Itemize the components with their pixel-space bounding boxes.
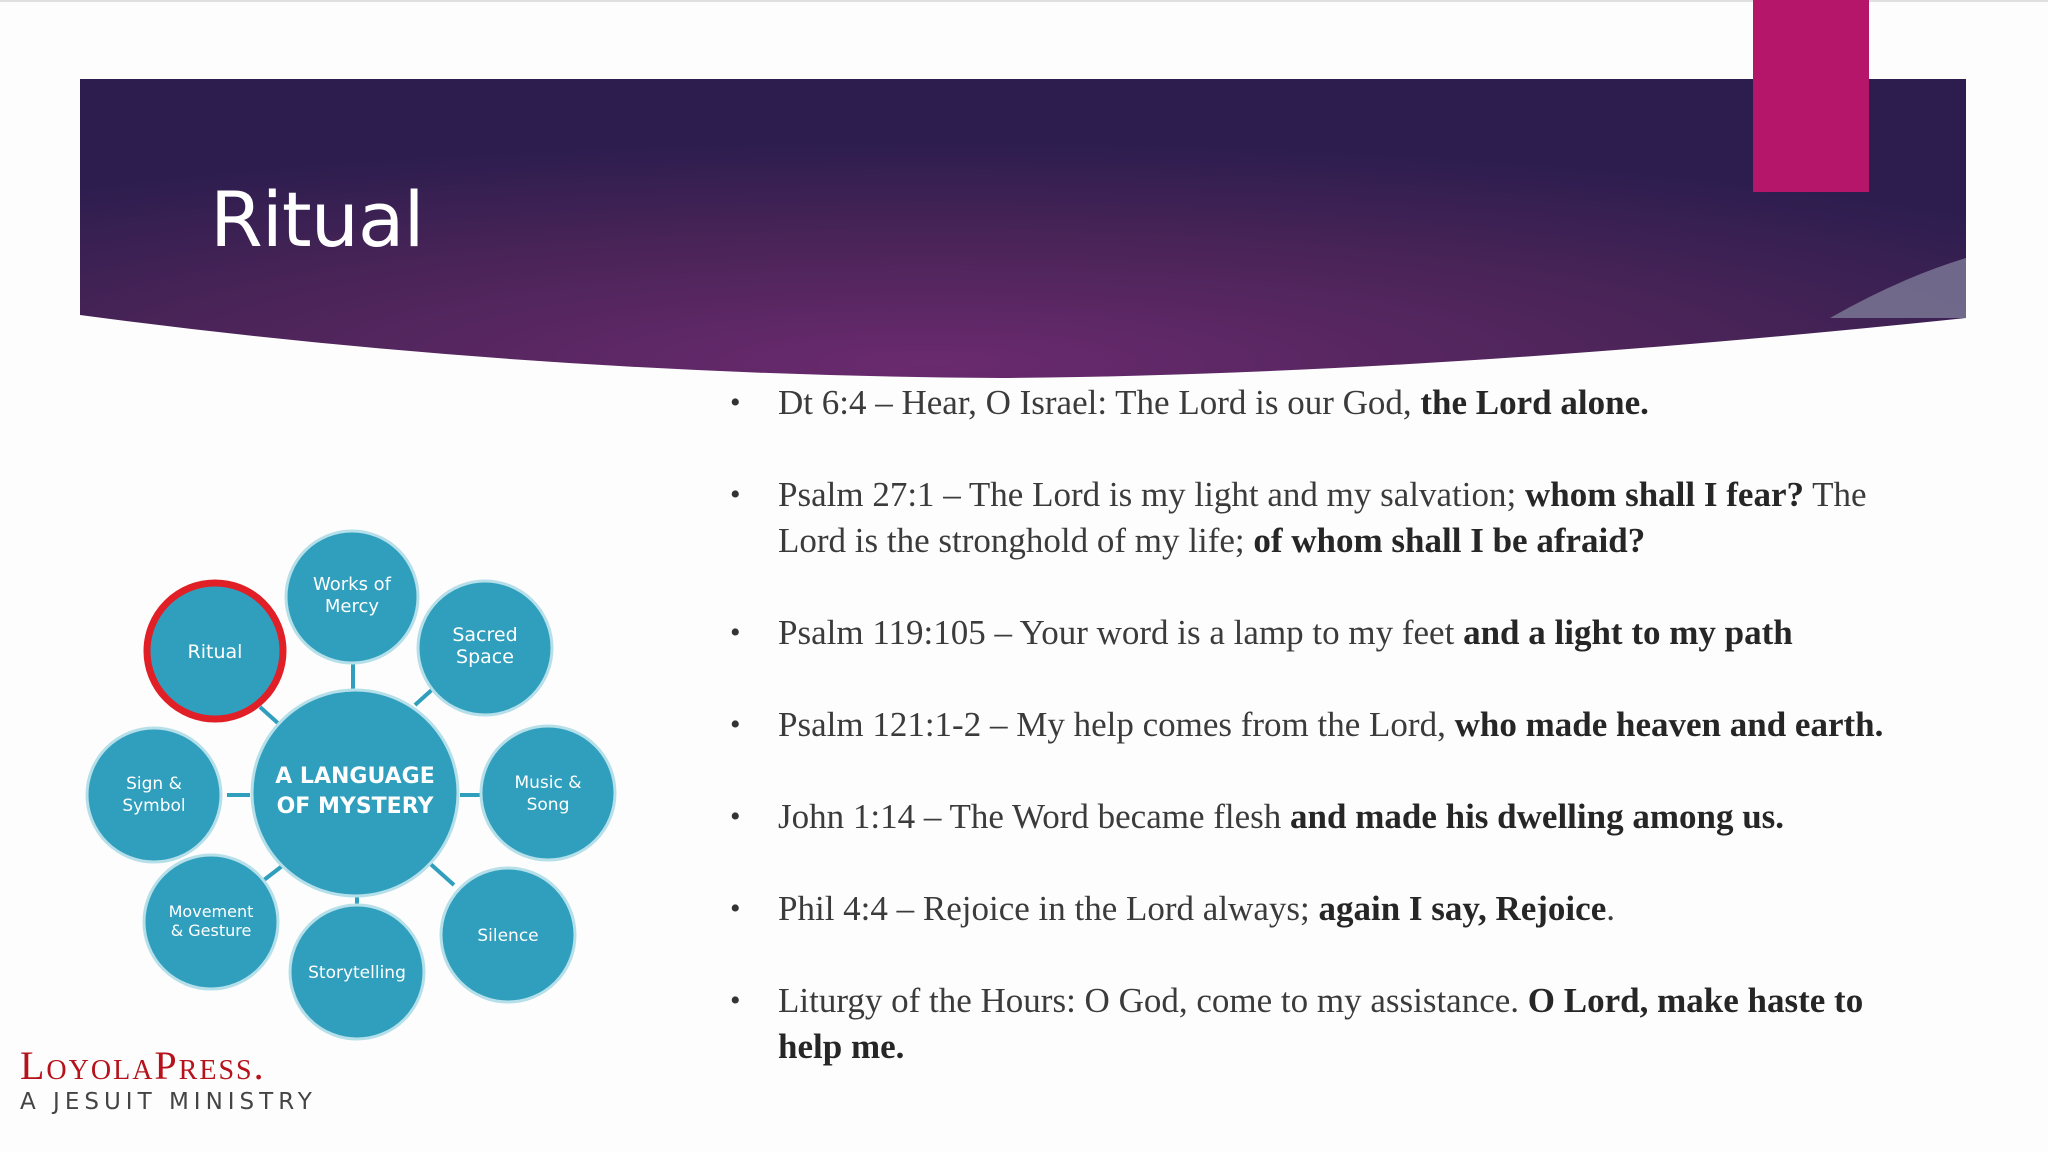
verse-text: Psalm 27:1 – The Lord is my light and my salvation; xyxy=(778,475,1525,514)
verse-text: Phil 4:4 – Rejoice in the Lord always; xyxy=(778,889,1319,928)
verse-text: John 1:14 – The Word became flesh xyxy=(778,797,1291,836)
verse-text: The Lord is the stronghold of my life; xyxy=(778,475,1867,560)
node-label: Storytelling xyxy=(308,963,406,983)
logo-dot: . xyxy=(253,1043,266,1088)
node-label: Ritual xyxy=(187,641,243,663)
verse-item xyxy=(720,794,1920,840)
verse-emphasis: O Lord, make haste to help me. xyxy=(778,981,1864,1066)
node-label: Silence xyxy=(477,926,539,946)
verse-tail: . xyxy=(1606,889,1615,928)
verse-emphasis: of whom shall I be afraid? xyxy=(1253,521,1646,560)
verse-text: Psalm 121:1-2 – My help comes from the Lord, xyxy=(778,705,1455,744)
center-node xyxy=(252,690,458,896)
verse-emphasis: and a light to my path xyxy=(1463,613,1793,652)
node-label: Works of xyxy=(312,574,392,595)
node-sacred-space xyxy=(418,581,552,715)
verse-text: Psalm 119:105 – Your word is a lamp to my feet xyxy=(778,613,1464,652)
verse-emphasis: the Lord alone. xyxy=(1420,383,1649,422)
logo-wordmark: LoyolaPress xyxy=(20,1043,254,1088)
verse-item xyxy=(720,978,1920,1070)
loyola-press-logo xyxy=(20,1045,317,1115)
verse-item xyxy=(720,472,1920,564)
verse-text: Dt 6:4 – Hear, O Israel: The Lord is our God, xyxy=(778,383,1421,422)
connector xyxy=(260,707,280,725)
verse-emphasis: who made heaven and earth. xyxy=(1454,705,1884,744)
logo-tagline: A JESUIT MINISTRY xyxy=(20,1089,317,1115)
verse-emphasis: whom shall I fear? xyxy=(1524,475,1804,514)
node-label: Sacred xyxy=(452,624,518,646)
verse-emphasis: and made his dwelling among us. xyxy=(1290,797,1785,836)
language-of-mystery-diagram xyxy=(70,505,630,1045)
verse-item xyxy=(720,702,1920,748)
center-label-1: A LANGUAGE xyxy=(275,764,435,789)
verse-list xyxy=(720,380,1920,1070)
node-ritual xyxy=(147,583,283,719)
node-movement-gesture xyxy=(144,855,278,989)
verse-item xyxy=(720,380,1920,426)
node-label: Mercy xyxy=(324,596,380,617)
node-label: Song xyxy=(526,795,570,815)
verse-text: Liturgy of the Hours: O God, come to my assistance. xyxy=(778,981,1528,1020)
verse-emphasis: again I say, Rejoice xyxy=(1318,889,1607,928)
verse-item xyxy=(720,610,1920,656)
node-sign-symbol xyxy=(87,728,221,862)
node-label: & Gesture xyxy=(170,921,252,940)
center-label-2: OF MYSTERY xyxy=(276,794,434,819)
accent-tab xyxy=(1753,0,1869,192)
node-label: Sign & xyxy=(126,774,182,794)
node-works-of-mercy xyxy=(286,531,418,663)
node-label: Music & xyxy=(514,773,582,793)
slide-title: Ritual xyxy=(210,175,424,264)
node-storytelling xyxy=(290,905,424,1039)
verse-item xyxy=(720,886,1920,932)
node-label: Symbol xyxy=(122,796,186,816)
node-music-song xyxy=(481,726,615,860)
node-silence xyxy=(441,868,575,1002)
node-label: Movement xyxy=(168,902,254,921)
node-label: Space xyxy=(456,646,514,668)
